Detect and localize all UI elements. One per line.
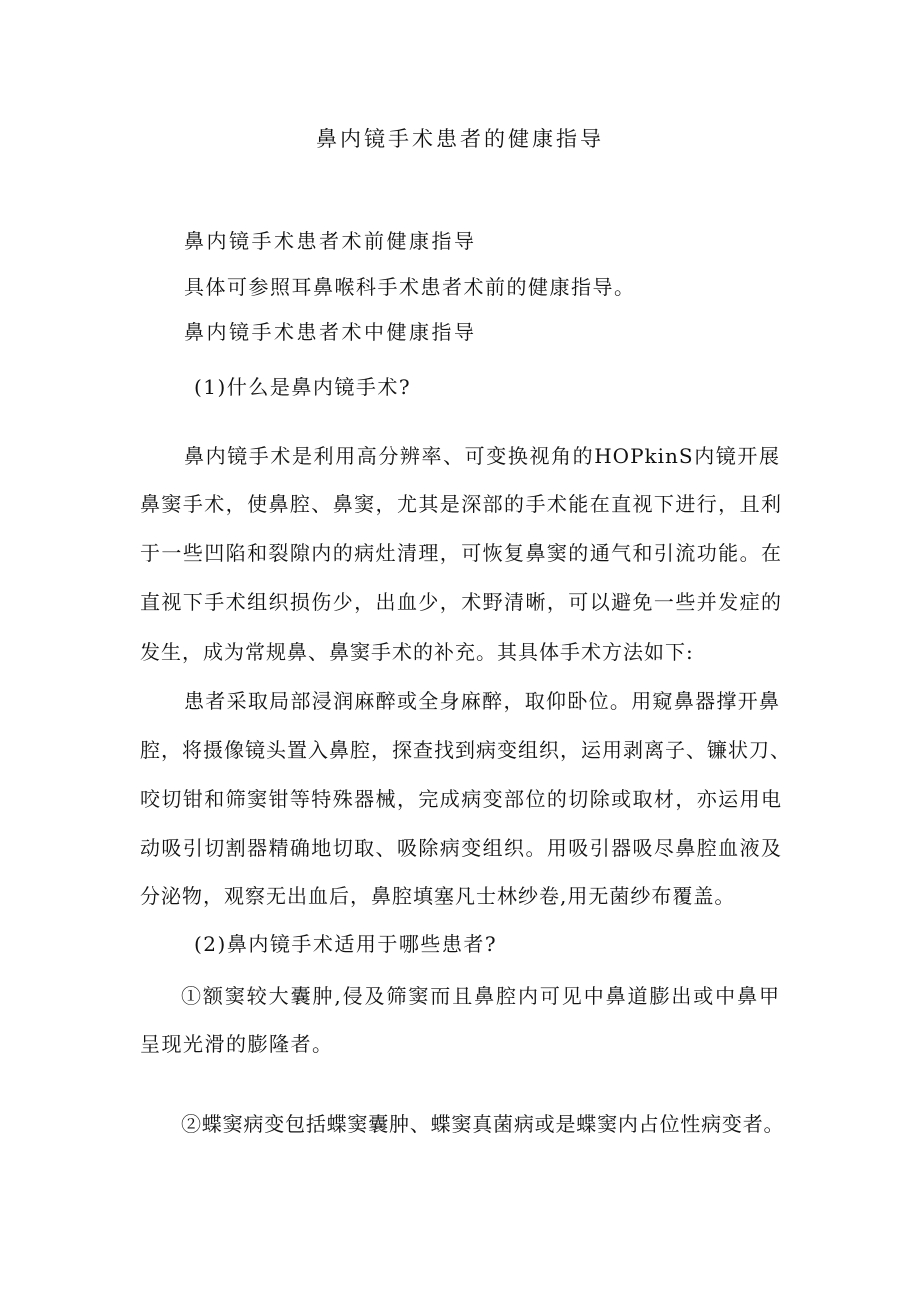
- question-2: (2)鼻内镜手术适用于哪些患者?: [194, 932, 498, 956]
- paragraph-2-line-1: 患者采取局部浸润麻醉或全身麻醉，取仰卧位。用窥鼻器撑开鼻: [184, 689, 780, 713]
- paragraph-2-line-5: 分泌物，观察无出血后，鼻腔填塞凡士林纱卷,用无菌纱布覆盖。: [140, 884, 736, 908]
- item-2-line-1: ②蝶窦病变包括蝶窦囊肿、蝶窦真菌病或是蝶窦内占位性病变者。: [181, 1112, 784, 1136]
- paragraph-1-line-2: 鼻窦手术，使鼻腔、鼻窦，尤其是深部的手术能在直视下进行，且利: [140, 492, 782, 516]
- intraop-heading: 鼻内镜手术患者术中健康指导: [184, 320, 477, 344]
- paragraph-1-line-5: 发生，成为常规鼻、鼻窦手术的补充。其具体手术方法如下:: [140, 640, 694, 664]
- paragraph-2-line-4: 动吸引切割器精确地切取、吸除病变组织。用吸引器吸尽鼻腔血液及: [140, 836, 782, 860]
- paragraph-1-line-3: 于一些凹陷和裂隙内的病灶清理，可恢复鼻窦的通气和引流功能。在: [140, 541, 782, 565]
- document-title: 鼻内镜手术患者的健康指导: [316, 127, 604, 151]
- question-1: (1)什么是鼻内镜手术?: [194, 375, 412, 399]
- item-1-line-2: 呈现光滑的膨隆者。: [140, 1032, 334, 1056]
- paragraph-1-line-4: 直视下手术组织损伤少，出血少，术野清晰，可以避免一些并发症的: [140, 590, 782, 614]
- paragraph-1-line-1: 鼻内镜手术是利用高分辨率、可变换视角的HOPkinS内镜开展: [184, 444, 780, 468]
- item-1-line-1: ①额窦较大囊肿,侵及筛窦而且鼻腔内可见中鼻道膨出或中鼻甲: [181, 984, 780, 1008]
- paragraph-2-line-3: 咬切钳和筛窦钳等特殊器械，完成病变部位的切除或取材，亦运用电: [140, 787, 782, 811]
- preop-heading: 鼻内镜手术患者术前健康指导: [184, 229, 477, 253]
- preop-text: 具体可参照耳鼻喉科手术患者术前的健康指导。: [184, 275, 636, 299]
- paragraph-2-line-2: 腔，将摄像镜头置入鼻腔，探查找到病变组织，运用剥离子、镰状刀、: [140, 738, 791, 762]
